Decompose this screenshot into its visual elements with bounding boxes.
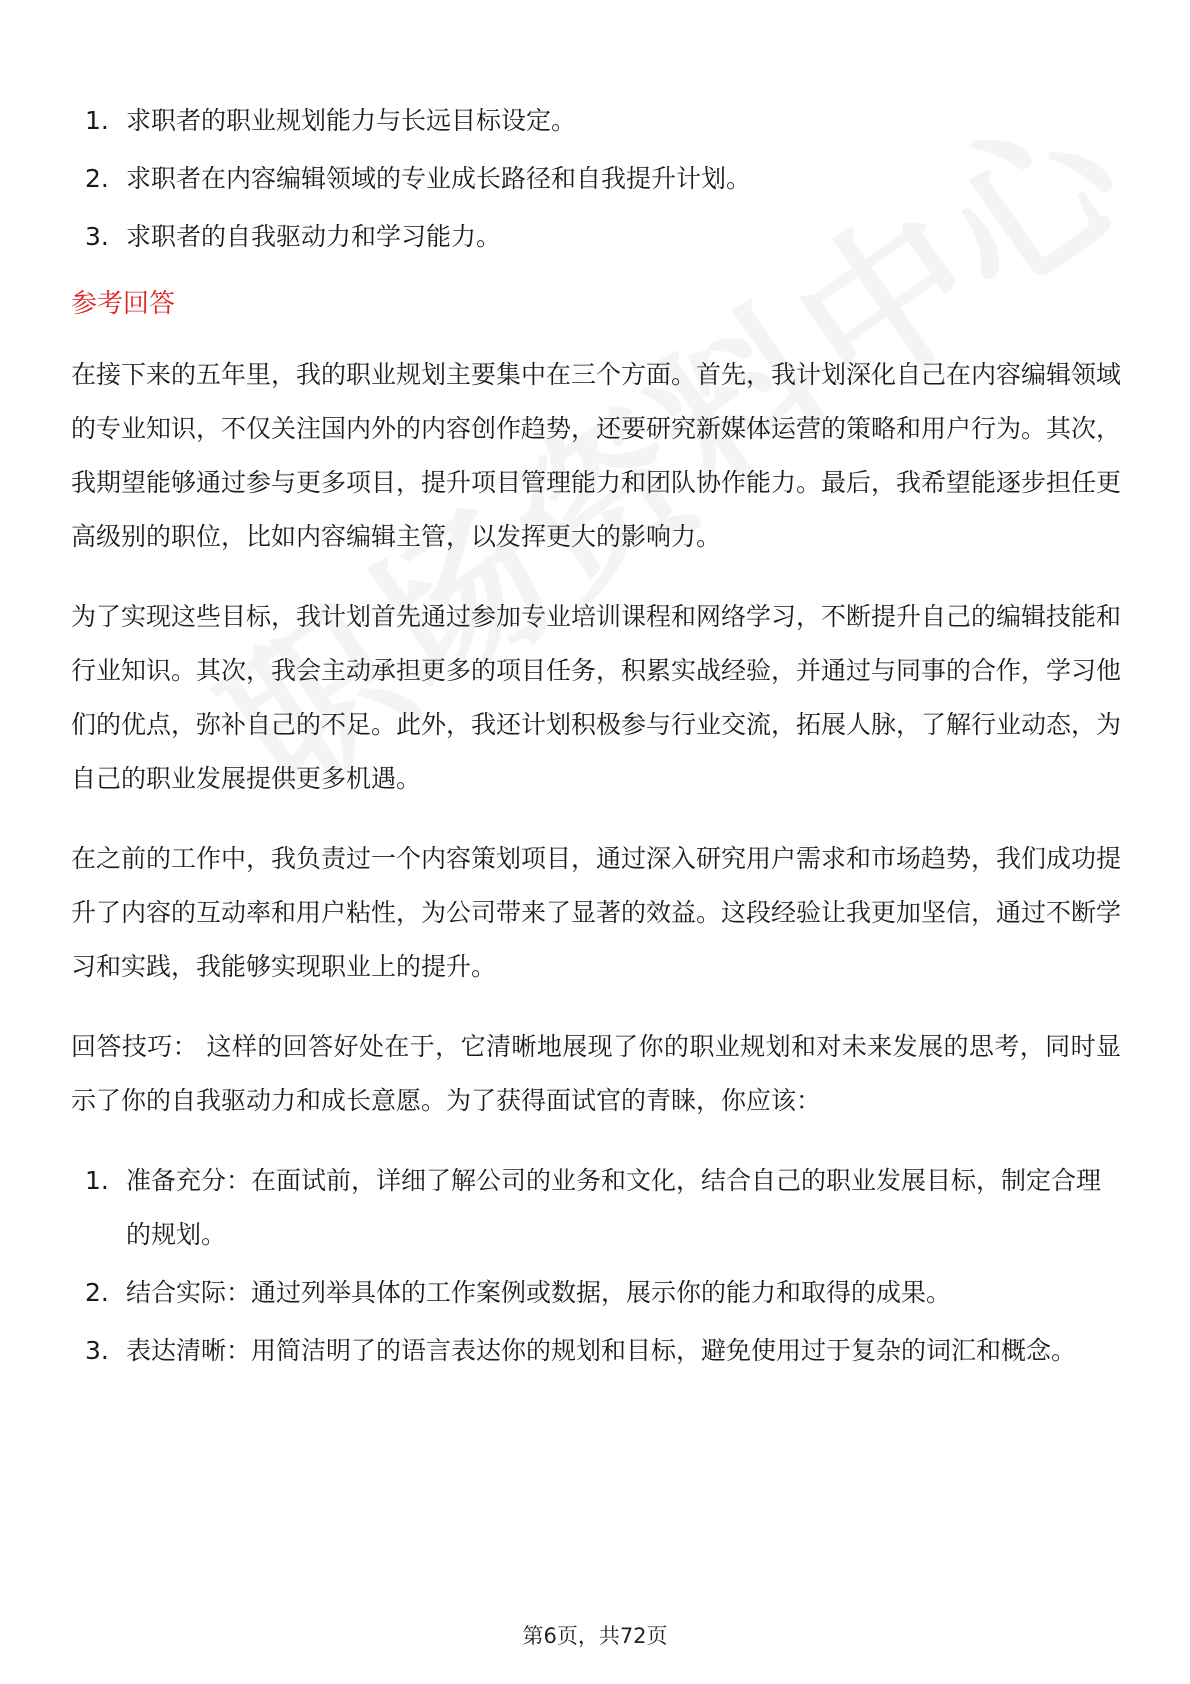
- list-item: [71, 1266, 1121, 1320]
- question-focus-list: [71, 92, 1121, 266]
- answer-heading: 参考回答: [71, 289, 176, 319]
- list-item: [71, 92, 1121, 150]
- list-item: [71, 1154, 1121, 1262]
- list-text: 准备充分：在面试前，详细了解公司的业务和文化，结合自己的职业发展目标，制定合理的规划。: [126, 1166, 1102, 1249]
- page-footer: 第6页，共72页: [522, 1624, 668, 1648]
- list-number: 1.: [85, 1166, 109, 1195]
- list-text: 求职者在内容编辑领域的专业成长路径和自我提升计划。: [126, 164, 752, 193]
- tips-list: [71, 1154, 1121, 1378]
- answer-paragraph: 在之前的工作中，我负责过一个内容策划项目，通过深入研究用户需求和市场趋势，我们成功提升了内容的互动率和用户粘性，为公司带来了显著的效益。这段经验让我更加坚信，通过不断学习和实践，我能够实现职业上的提升。: [71, 844, 1122, 981]
- list-number: 3.: [85, 222, 109, 251]
- list-number: 2.: [85, 1278, 109, 1307]
- content: [71, 92, 1121, 1382]
- list-text: 结合实际：通过列举具体的工作案例或数据，展示你的能力和取得的成果。: [126, 1278, 952, 1307]
- list-item: [71, 208, 1121, 266]
- list-item: [71, 1324, 1121, 1378]
- list-item: [71, 150, 1121, 208]
- list-text: 求职者的自我驱动力和学习能力。: [126, 222, 502, 251]
- answer-paragraph: 为了实现这些目标，我计划首先通过参加专业培训课程和网络学习，不断提升自己的编辑技能和行业知识。其次，我会主动承担更多的项目任务，积累实战经验，并通过与同事的合作，学习他们的优点，弥补自己的不足。此外，我还计划积极参与行业交流，拓展人脉，了解行业动态，为自己的职业发展提供更多机遇。: [71, 602, 1122, 793]
- list-text: 求职者的职业规划能力与长远目标设定。: [126, 106, 577, 135]
- tips-intro: 回答技巧： 这样的回答好处在于，它清晰地展现了你的职业规划和对未来发展的思考，同时显示了你的自我驱动力和成长意愿。为了获得面试官的青睐，你应该：: [71, 1032, 1121, 1115]
- list-number: 2.: [85, 164, 109, 193]
- list-number: 1.: [85, 106, 109, 135]
- list-text: 表达清晰：用简洁明了的语言表达你的规划和目标，避免使用过于复杂的词汇和概念。: [126, 1336, 1077, 1365]
- answer-paragraph: 在接下来的五年里，我的职业规划主要集中在三个方面。首先，我计划深化自己在内容编辑领域的专业知识，不仅关注国内外的内容创作趋势，还要研究新媒体运营的策略和用户行为。其次，我期望能够通过参与更多项目，提升项目管理能力和团队协作能力。最后，我希望能逐步担任更高级别的职位，比如内容编辑主管，以发挥更大的影响力。: [71, 360, 1122, 551]
- list-number: 3.: [85, 1336, 109, 1365]
